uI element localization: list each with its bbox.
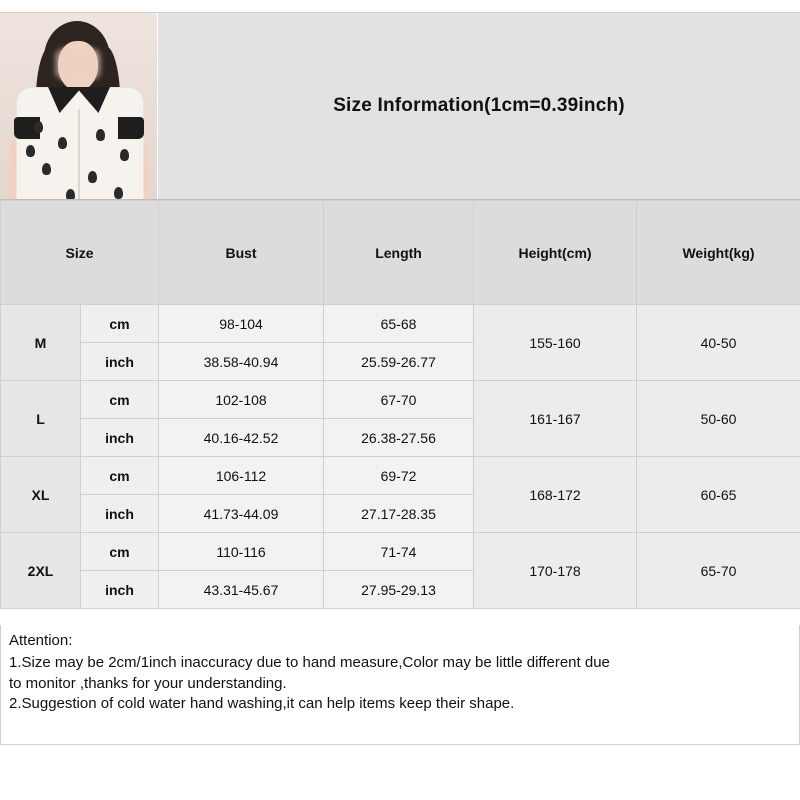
- title-cell: [158, 13, 800, 199]
- row-unit-cm: cm: [81, 305, 159, 343]
- row-bust-inch: 40.16-42.52: [159, 419, 324, 457]
- row-weight: 50-60: [637, 381, 800, 457]
- row-bust-cm: 102-108: [159, 381, 324, 419]
- garment-print-dot: [58, 137, 67, 149]
- row-length-inch: 26.38-27.56: [324, 419, 474, 457]
- column-header-weight: Weight(kg): [637, 201, 800, 305]
- garment-body: [16, 87, 144, 199]
- garment-placket: [78, 109, 80, 199]
- garment-print-dot: [34, 121, 43, 133]
- row-height: 168-172: [474, 457, 637, 533]
- row-height: 161-167: [474, 381, 637, 457]
- attention-line-2: to monitor ,thanks for your understanding.: [9, 674, 287, 692]
- size-table: [0, 200, 800, 609]
- row-weight: 60-65: [637, 457, 800, 533]
- row-weight: 65-70: [637, 533, 800, 609]
- row-unit-cm: cm: [81, 533, 159, 571]
- row-unit-cm: cm: [81, 381, 159, 419]
- row-length-inch: 27.95-29.13: [324, 571, 474, 609]
- face-blur-overlay: [56, 49, 100, 79]
- garment-sleeve-right: [118, 117, 144, 139]
- row-height: 155-160: [474, 305, 637, 381]
- garment-print-dot: [42, 163, 51, 175]
- row-unit-inch: inch: [81, 419, 159, 457]
- row-bust-inch: 41.73-44.09: [159, 495, 324, 533]
- page-title: Size Information(1cm=0.39inch): [333, 95, 625, 116]
- column-header-bust: Bust: [159, 201, 324, 305]
- product-photo: [0, 13, 158, 199]
- column-header-length: Length: [324, 201, 474, 305]
- row-size-label: XL: [1, 457, 81, 533]
- row-unit-inch: inch: [81, 571, 159, 609]
- row-size-label: L: [1, 381, 81, 457]
- attention-heading: Attention:: [9, 632, 73, 649]
- garment-print-dot: [114, 187, 123, 199]
- table-header-row: [1, 201, 800, 305]
- table-row: [1, 305, 800, 343]
- attention-line-1: 1.Size may be 2cm/1inch inaccuracy due to hand measure,Color may be little different due: [9, 653, 610, 671]
- row-length-cm: 65-68: [324, 305, 474, 343]
- row-length-cm: 67-70: [324, 381, 474, 419]
- row-length-inch: 27.17-28.35: [324, 495, 474, 533]
- garment-print-dot: [26, 145, 35, 157]
- row-size-label: M: [1, 305, 81, 381]
- garment-print-dot: [120, 149, 129, 161]
- row-height: 170-178: [474, 533, 637, 609]
- row-size-label: 2XL: [1, 533, 81, 609]
- row-unit-inch: inch: [81, 343, 159, 381]
- column-header-size: Size: [1, 201, 159, 305]
- table-row: [1, 457, 800, 495]
- attention-notes: [0, 625, 800, 745]
- row-bust-inch: 38.58-40.94: [159, 343, 324, 381]
- garment-print-dot: [88, 171, 97, 183]
- table-row: [1, 533, 800, 571]
- garment-print-dot: [66, 189, 75, 199]
- row-length-inch: 25.59-26.77: [324, 343, 474, 381]
- row-weight: 40-50: [637, 305, 800, 381]
- row-bust-cm: 106-112: [159, 457, 324, 495]
- attention-line-3: 2.Suggestion of cold water hand washing,it can help items keep their shape.: [9, 695, 515, 713]
- garment-print-dot: [96, 129, 105, 141]
- row-length-cm: 69-72: [324, 457, 474, 495]
- row-bust-cm: 110-116: [159, 533, 324, 571]
- row-bust-inch: 43.31-45.67: [159, 571, 324, 609]
- row-unit-inch: inch: [81, 495, 159, 533]
- table-row: [1, 381, 800, 419]
- row-bust-cm: 98-104: [159, 305, 324, 343]
- header-band: [0, 12, 800, 200]
- row-length-cm: 71-74: [324, 533, 474, 571]
- row-unit-cm: cm: [81, 457, 159, 495]
- column-header-height: Height(cm): [474, 201, 637, 305]
